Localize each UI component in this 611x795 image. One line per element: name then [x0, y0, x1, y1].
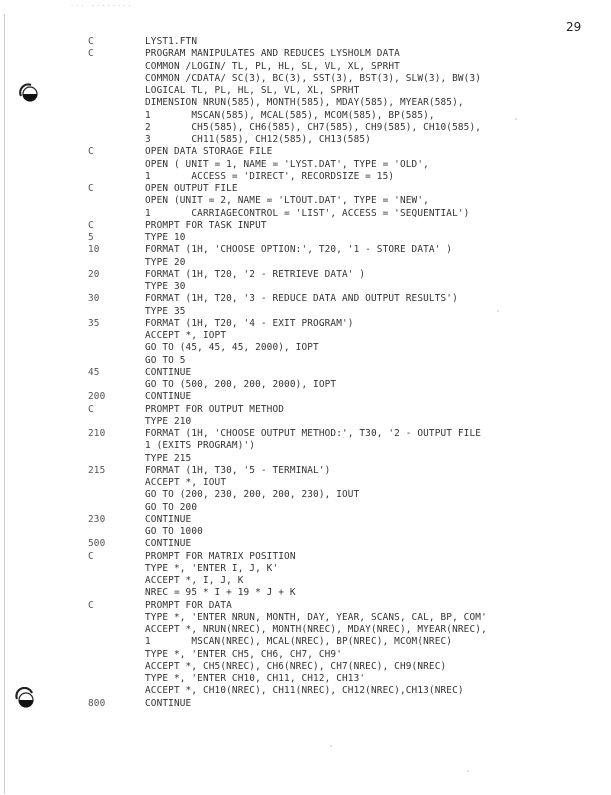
code-text: CONTINUE	[145, 538, 192, 550]
code-text: OPEN ( UNIT = 1, NAME = 'LYST.DAT', TYPE = 'OLD',	[145, 158, 429, 170]
code-text: PROMPT FOR TASK INPUT	[145, 219, 267, 231]
code-line	[0, 600, 611, 612]
code-text: COMMON /LOGIN/ TL, PL, HL, SL, VL, XL, SPRHT	[145, 60, 400, 72]
code-line	[0, 146, 611, 158]
statement-label: 45	[88, 366, 100, 378]
statement-label: 35	[88, 317, 100, 329]
statement-label: C	[88, 183, 94, 194]
code-line	[0, 612, 611, 624]
code-line	[0, 318, 611, 330]
code-text: TYPE 30	[145, 281, 186, 292]
code-text: FORMAT (1H, T20, '3 - REDUCE DATA AND OUTPUT RESULTS')	[145, 293, 458, 305]
code-line	[0, 502, 611, 514]
code-line	[0, 48, 611, 60]
statement-label: C	[88, 219, 94, 231]
code-line	[0, 61, 611, 73]
code-text: 1 ACCESS = 'DIRECT', RECORDSIZE = 15)	[145, 170, 395, 182]
code-line	[0, 698, 611, 710]
statement-label: 500	[88, 538, 106, 550]
code-text: FORMAT (1H, T20, '4 - EXIT PROGRAM')	[145, 317, 354, 329]
code-text: FORMAT (1H, 'CHOOSE OUTPUT METHOD:', T30, '2 - OUTPUT FILE	[145, 428, 482, 439]
code-text: GO TO 200	[145, 501, 198, 513]
code-text: 1 MSCAN(585), MCAL(585), MCOM(585), BP(585),	[145, 109, 435, 121]
code-text: ACCEPT *, I, J, K	[145, 575, 244, 586]
code-line	[0, 159, 611, 171]
code-line	[0, 171, 611, 183]
statement-label: C	[88, 599, 94, 611]
code-line	[0, 575, 611, 587]
code-text: TYPE 215	[145, 452, 192, 464]
code-line	[0, 587, 611, 599]
code-text: 2 CH5(585), CH6(585), CH7(585), CH9(585), CH10(585),	[145, 121, 482, 133]
code-text: OPEN OUTPUT FILE	[145, 183, 238, 194]
code-line	[0, 391, 611, 403]
code-line	[0, 477, 611, 489]
code-text: 1 CARRIAGECONTROL = 'LIST', ACCESS = 'SEQUENTIAL')	[145, 207, 470, 219]
code-line	[0, 514, 611, 526]
statement-label: 210	[88, 428, 106, 439]
code-line	[0, 195, 611, 207]
statement-label: 230	[88, 513, 106, 525]
statement-label: 800	[88, 697, 106, 709]
code-line	[0, 551, 611, 563]
code-text: PROMPT FOR DATA	[145, 599, 232, 611]
statement-label: 5	[88, 232, 94, 243]
code-line	[0, 281, 611, 293]
statement-label: C	[88, 36, 94, 47]
code-text: GO TO 5	[145, 354, 186, 366]
code-text: TYPE *, 'ENTER NRUN, MONTH, DAY, YEAR, SCANS, CAL, BP, COM'	[145, 611, 487, 623]
statement-label: C	[88, 48, 94, 60]
code-text: TYPE *, 'ENTER I, J, K'	[145, 562, 279, 574]
code-line	[0, 306, 611, 318]
code-text: 1 MSCAN(NREC), MCAL(NREC), BP(NREC), MCOM(NREC)	[145, 636, 453, 648]
code-line	[0, 110, 611, 122]
code-text: FORMAT (1H, T30, '5 - TERMINAL')	[145, 464, 331, 476]
code-text: LYST1.FTN	[145, 36, 198, 47]
statement-label: C	[88, 403, 94, 415]
code-text: ACCEPT *, CH5(NREC), CH6(NREC), CH7(NREC), CH9(NREC)	[145, 660, 447, 672]
code-text: TYPE 10	[145, 232, 186, 243]
code-text: 1 (EXITS PROGRAM)')	[145, 440, 256, 452]
code-line	[0, 416, 611, 428]
code-text: ACCEPT *, IOUT	[145, 477, 227, 488]
code-line	[0, 293, 611, 305]
code-line	[0, 122, 611, 134]
code-text: DIMENSION NRUN(585), MONTH(585), MDAY(585), MYEAR(585),	[145, 97, 464, 109]
code-text: PROMPT FOR MATRIX POSITION	[145, 550, 296, 562]
code-line	[0, 379, 611, 391]
code-line	[0, 453, 611, 465]
code-text: PROMPT FOR OUTPUT METHOD	[145, 403, 285, 415]
statement-label: C	[88, 550, 94, 562]
code-line	[0, 244, 611, 256]
code-text: OPEN (UNIT = 2, NAME = 'LTOUT.DAT', TYPE = 'NEW',	[145, 195, 429, 207]
statement-label: 20	[88, 268, 100, 280]
code-text: TYPE 35	[145, 305, 186, 317]
statement-label: 10	[88, 244, 100, 256]
code-text: ACCEPT *, CH10(NREC), CH11(NREC), CH12(NREC),CH13(NREC)	[145, 685, 464, 697]
code-line	[0, 367, 611, 379]
code-line	[0, 220, 611, 232]
code-text: FORMAT (1H, T20, '2 - RETRIEVE DATA' )	[145, 268, 366, 280]
code-text: 3 CH11(585), CH12(585), CH13(585)	[145, 134, 371, 145]
code-line	[0, 85, 611, 97]
code-text: COMMON /CDATA/ SC(3), BC(3), SST(3), BST(3), SLW(3), BW(3)	[145, 72, 482, 84]
code-text: GO TO 1000	[145, 526, 203, 537]
statement-label: 215	[88, 464, 106, 476]
code-line	[0, 342, 611, 354]
statement-label: C	[88, 146, 94, 158]
statement-label: 30	[88, 293, 100, 305]
code-line	[0, 269, 611, 281]
code-line	[0, 489, 611, 501]
code-line	[0, 134, 611, 146]
code-line	[0, 526, 611, 538]
code-line	[0, 440, 611, 452]
code-text: TYPE *, 'ENTER CH5, CH6, CH7, CH9'	[145, 648, 343, 660]
top-smudge: ... ........	[70, 0, 133, 8]
code-line	[0, 685, 611, 697]
code-line	[0, 673, 611, 685]
code-line	[0, 208, 611, 220]
code-text: TYPE 20	[145, 256, 186, 268]
code-text: NREC = 95 * I + 19 * J + K	[145, 587, 296, 599]
code-text: TYPE 210	[145, 415, 192, 427]
code-line	[0, 404, 611, 416]
code-line	[0, 257, 611, 269]
code-line	[0, 428, 611, 440]
code-text: GO TO (45, 45, 45, 2000), IOPT	[145, 342, 319, 354]
code-line	[0, 636, 611, 648]
code-line	[0, 538, 611, 550]
code-text: ACCEPT *, NRUN(NREC), MONTH(NREC), MDAY(NREC), MYEAR(NREC),	[145, 624, 487, 635]
code-line	[0, 563, 611, 575]
code-line	[0, 649, 611, 661]
statement-label: 200	[88, 391, 106, 403]
code-line	[0, 330, 611, 342]
code-text: TYPE *, 'ENTER CH10, CH11, CH12, CH13'	[145, 673, 366, 684]
code-text: FORMAT (1H, 'CHOOSE OPTION:', T20, '1 - STORE DATA' )	[145, 244, 453, 256]
code-line	[0, 73, 611, 85]
code-text: OPEN DATA STORAGE FILE	[145, 146, 273, 158]
code-text: ACCEPT *, IOPT	[145, 330, 227, 341]
code-line	[0, 97, 611, 109]
code-line	[0, 183, 611, 195]
code-text: GO TO (500, 200, 200, 2000), IOPT	[145, 379, 337, 390]
code-text: CONTINUE	[145, 513, 192, 525]
code-line	[0, 232, 611, 244]
code-line	[0, 465, 611, 477]
code-listing	[0, 36, 611, 710]
code-text: CONTINUE	[145, 391, 192, 403]
code-text: GO TO (200, 230, 200, 200, 230), IOUT	[145, 489, 360, 501]
page-number: 29	[566, 20, 582, 34]
code-line	[0, 36, 611, 48]
code-line	[0, 355, 611, 367]
code-text: CONTINUE	[145, 366, 192, 378]
code-text: CONTINUE	[145, 697, 192, 709]
code-line	[0, 624, 611, 636]
code-line	[0, 661, 611, 673]
code-text: PROGRAM MANIPULATES AND REDUCES LYSHOLM DATA	[145, 48, 400, 60]
code-text: LOGICAL TL, PL, HL, SL, VL, XL, SPRHT	[145, 85, 360, 96]
